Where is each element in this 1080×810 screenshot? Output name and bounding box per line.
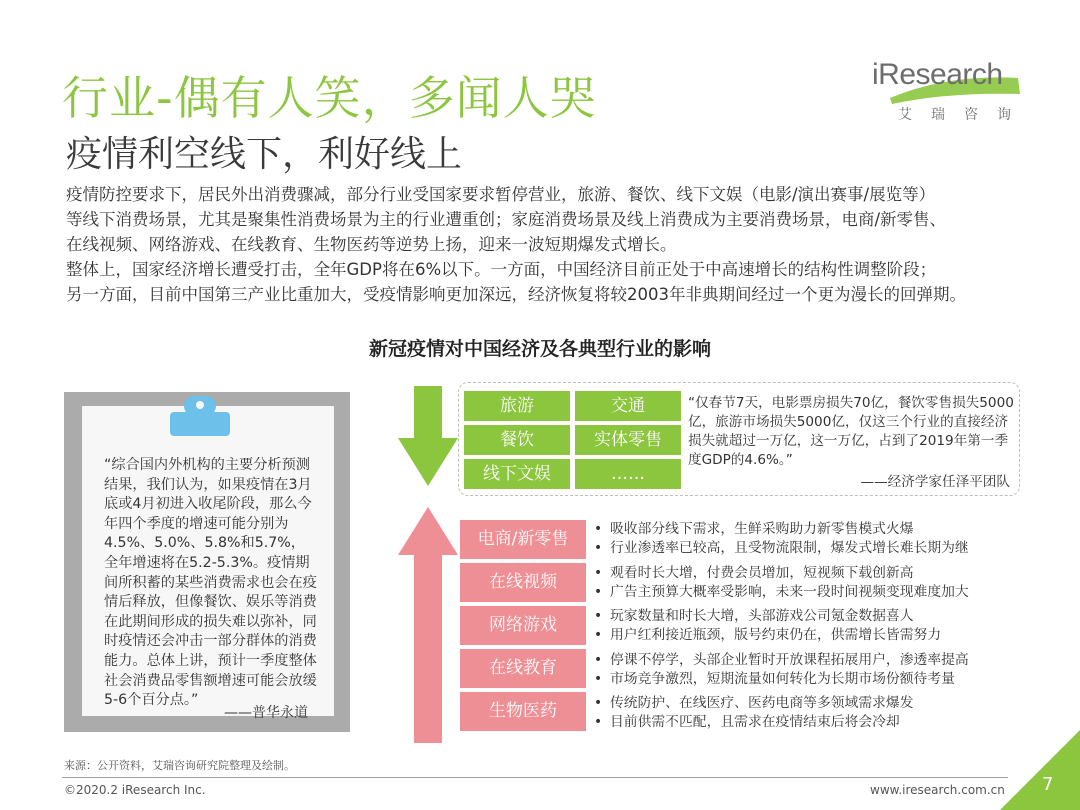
page-subtitle: 疫情利空线下，利好线上 <box>66 134 463 175</box>
industry-tile-video: 在线视频 <box>460 563 586 602</box>
industry-points <box>594 564 1034 601</box>
industry-points <box>594 520 1034 557</box>
quote-clipboard <box>64 392 350 732</box>
industry-tile-biomed: 生物医药 <box>460 692 586 731</box>
bullet-item: • 停课不停学，头部企业暂时开放课程拓展用户，渗透率提高 <box>594 652 969 668</box>
bullet-item: • 传统防护、在线医疗、医药电商等多领域需求爆发 <box>594 695 914 711</box>
industry-tile-education: 在线教育 <box>460 649 586 688</box>
industry-tile: 旅游 <box>464 391 570 421</box>
source-note: 来源：公开资料，艾瑞咨询研究院整理及绘制。 <box>64 759 295 772</box>
bullet-item: • 玩家数量和时长大增，头部游戏公司氪金数据喜人 <box>594 608 914 624</box>
intro-line: 等线下消费场景，尤其是聚集性消费场景为主的行业遭重创；家庭消费场景及线上消费成为主要消费场景，电商/新零售、 <box>66 210 947 229</box>
industry-points <box>594 694 1034 731</box>
intro-paragraph <box>66 182 1056 307</box>
industry-tile: 餐饮 <box>464 425 570 455</box>
economist-quote-author: ——经济学家任泽平团队 <box>860 474 1010 490</box>
industry-points <box>594 651 1034 688</box>
intro-line: 整体上，国家经济增长遭受打击，全年GDP将在6%以下。一方面，中国经济目前正处于中高速增长的结构性调整阶段； <box>66 260 937 279</box>
economist-quote: “仅春节7天，电影票房损失70亿，餐饮零售损失5000亿，旅游市场损失5000亿，仅这三个行业的直接经济损失就超过一万亿，这一万亿，占到了2019年第一季度GDP的4.6%。” <box>688 395 1014 468</box>
bullet-item: • 广告主预算大概率受影响，未来一段时间视频变现难度加大 <box>594 583 969 600</box>
copyright: ©2020.2 iResearch Inc. <box>64 783 206 797</box>
quote-paper <box>82 406 334 721</box>
bullet-item: • 行业渗透率已较高，且受物流限制，爆发式增长难长期为继 <box>594 539 969 556</box>
clipboard-clip-icon <box>166 394 234 438</box>
iresearch-logo <box>868 58 1036 128</box>
page-number: 7 <box>1042 774 1054 795</box>
industry-tile: 线下文娱 <box>464 459 570 489</box>
growth-up-arrow-icon <box>396 505 460 745</box>
intro-line: 在线视频、网络游戏、在线教育、生物医药等逆势上扬，迎来一波短期爆发式增长。 <box>66 235 677 254</box>
bullet-item: • 用户红利接近瓶颈，版号约束仍在，供需增长皆需努力 <box>594 626 942 643</box>
footer-divider <box>62 777 1008 778</box>
industry-tile-ecommerce: 电商/新零售 <box>460 520 586 559</box>
website-link[interactable]: www.iresearch.com.cn <box>870 783 1005 797</box>
decline-down-arrow-icon <box>396 386 460 490</box>
page-corner-decoration <box>1000 730 1080 810</box>
industry-tile: …… <box>575 459 681 489</box>
bullet-item: • 吸收部分线下需求，生鲜采购助力新零售模式火爆 <box>594 521 914 537</box>
quote-text: “综合国内外机构的主要分析预测结果，我们认为，如果疫情在3月底或4月初进入收尾阶段，那么今年四个季度的增速可能分别为4.5%、5.0%、5.8%和5.7%，全年增速将在5.2-5.3%。疫情期间所积蓄的某些消费需求也会在疫情后释放，但像餐饮、娱乐等消费在此期间形成的损失难以弥补，同时疫情还会冲击一部分群体的消费能力。总体上讲，预计一季度整体社会消费品零售额增速可能会放缓5-6个百分点。” <box>104 457 317 709</box>
intro-line: 疫情防控要求下，居民外出消费骤减，部分行业受国家要求暂停营业，旅游、餐饮、线下文娱（电影/演出赛事/展览等） <box>66 185 936 204</box>
quote-author: ——普华永道 <box>224 705 308 721</box>
bullet-item: • 观看时长大增，付费会员增加，短视频下载创新高 <box>594 565 914 581</box>
industry-tile: 实体零售 <box>575 425 681 455</box>
page-title: 行业-偶有人笑，多闻人哭 <box>62 71 597 125</box>
industry-points <box>594 607 1034 644</box>
logo-chinese: 艾瑞咨询 <box>898 107 1030 123</box>
bullet-item: • 市场竞争激烈，短期流量如何转化为长期市场份额待考量 <box>594 670 955 687</box>
section-title: 新冠疫情对中国经济及各典型行业的影响 <box>368 338 711 360</box>
bullet-item: • 目前供需不匹配，且需求在疫情结束后将会冷却 <box>594 713 900 730</box>
intro-line: 另一方面，目前中国第三产业比重加大，受疫情影响更加深远，经济恢复将较2003年非典期间经过一个更为漫长的回弹期。 <box>66 285 966 304</box>
industry-tile-games: 网络游戏 <box>460 606 586 645</box>
logo-text: iResearch <box>872 58 1003 91</box>
industry-tile: 交通 <box>575 391 681 421</box>
